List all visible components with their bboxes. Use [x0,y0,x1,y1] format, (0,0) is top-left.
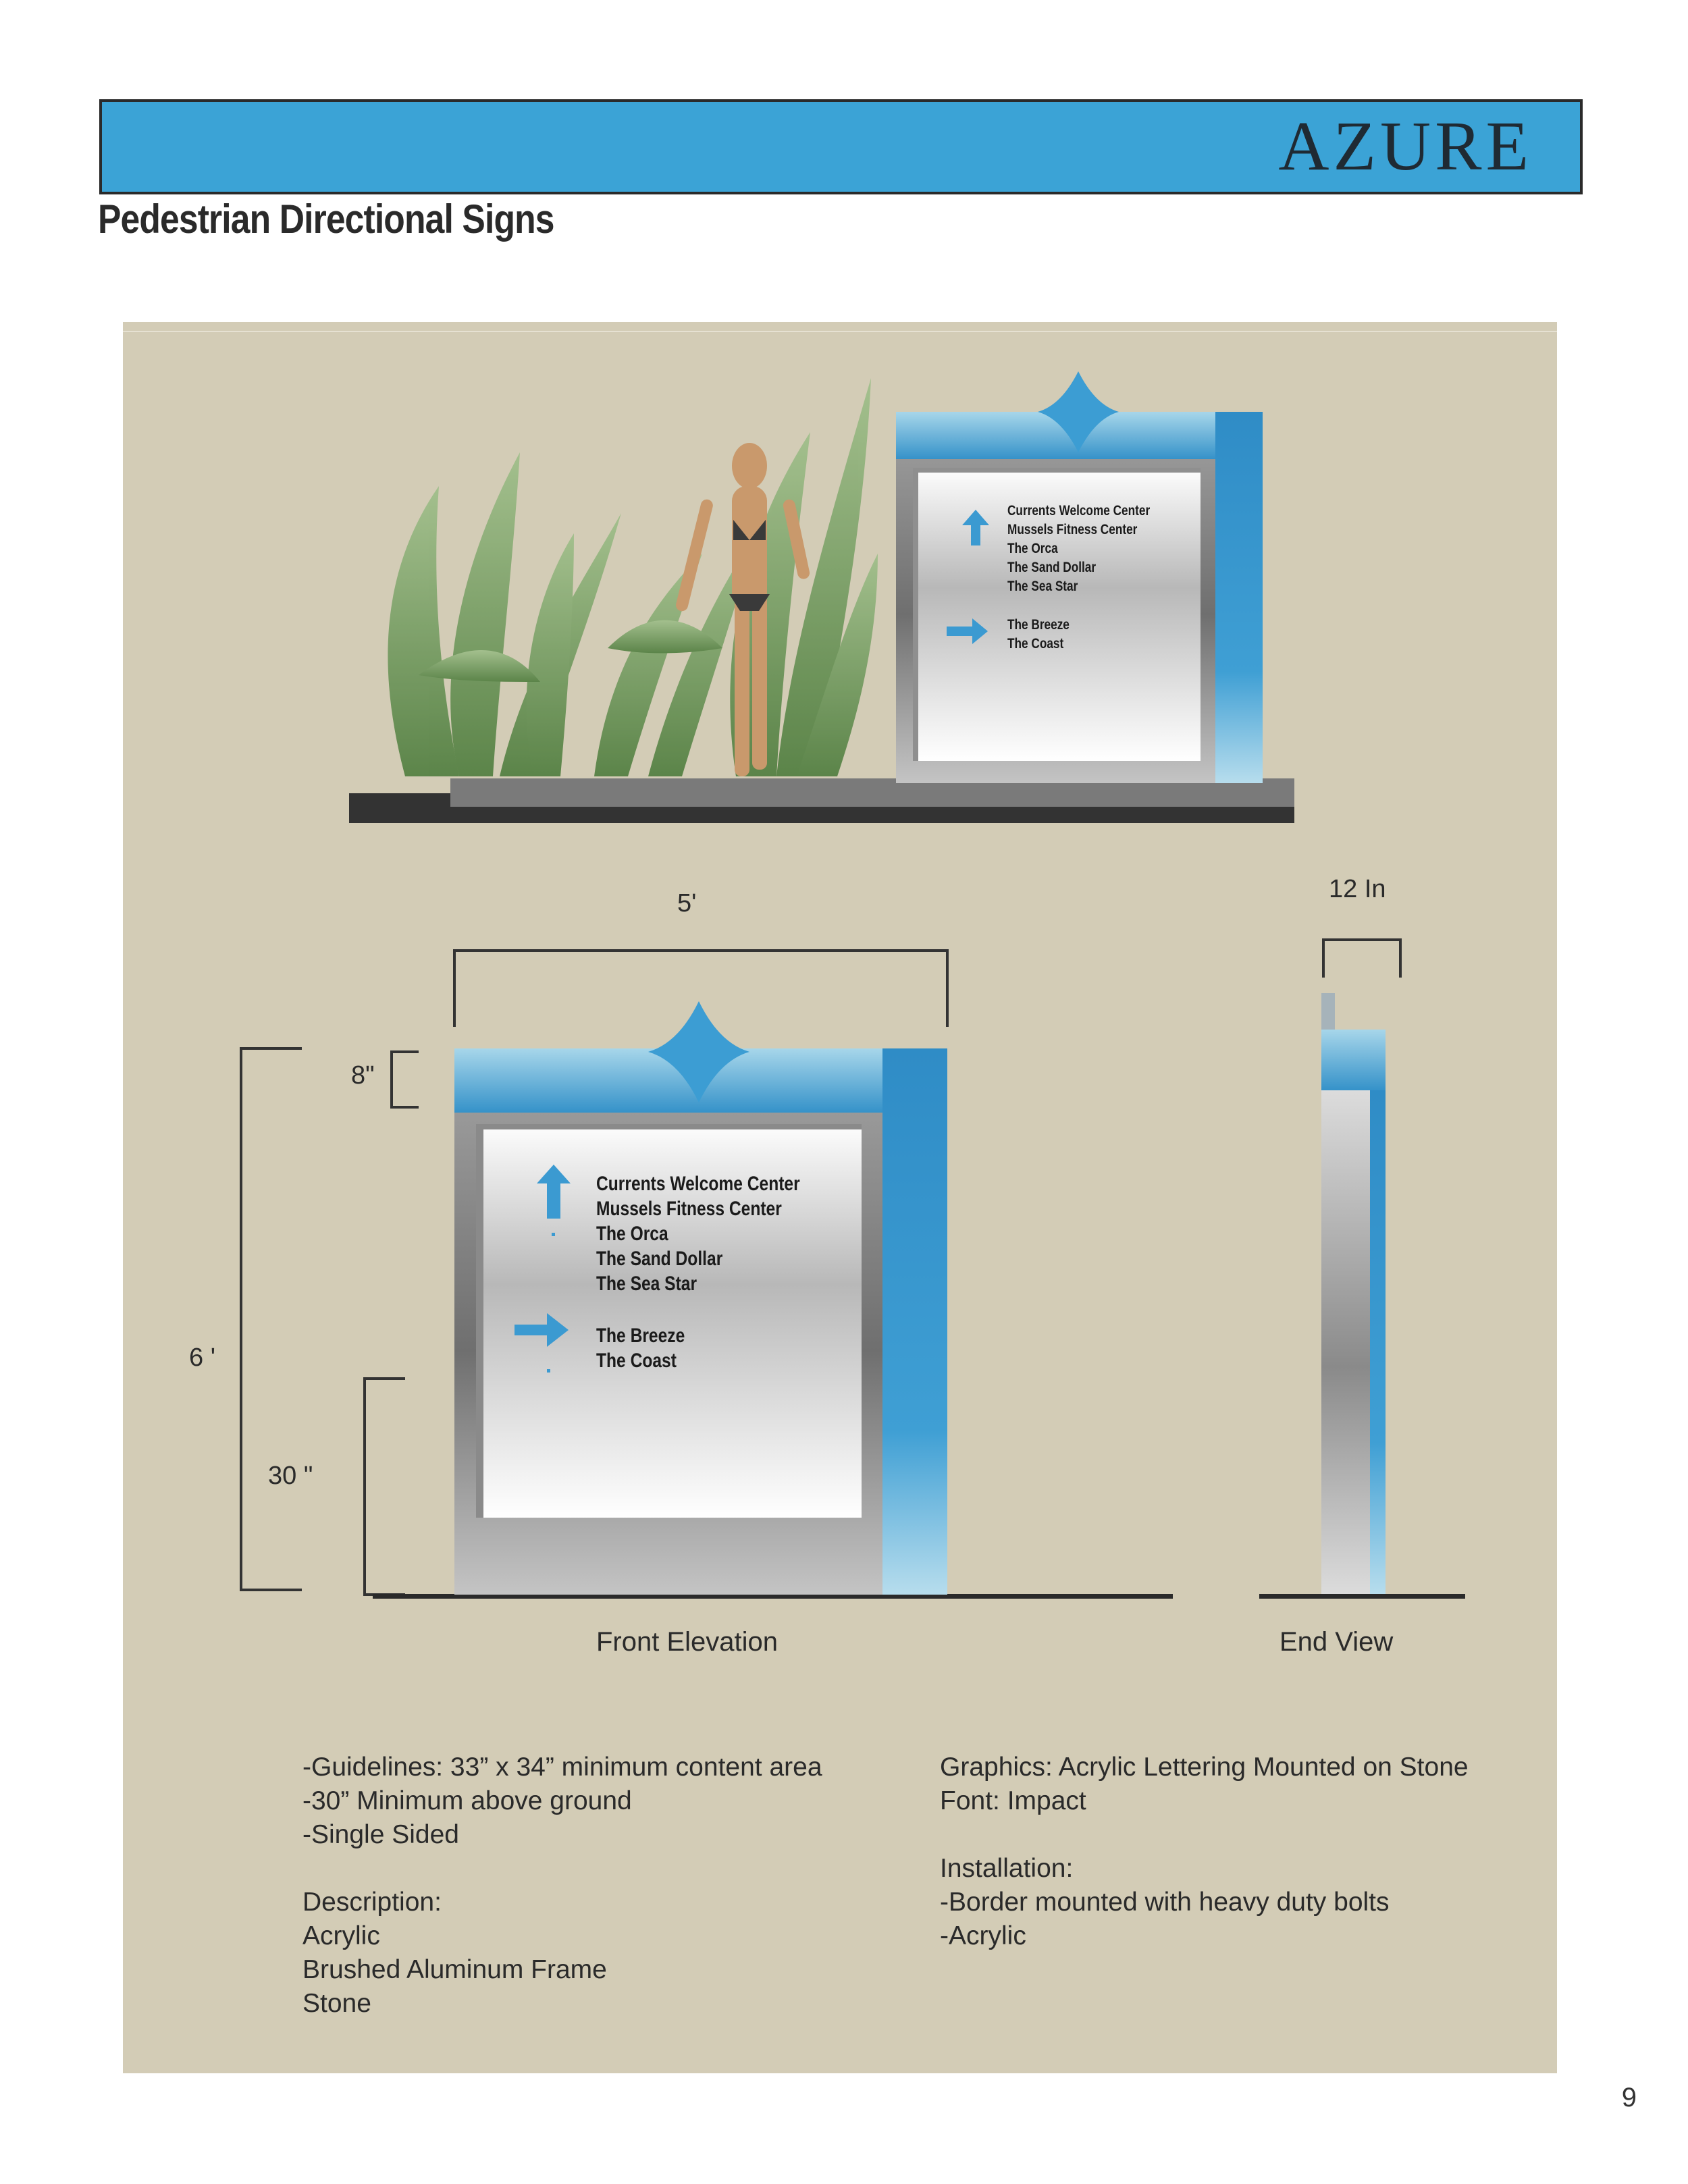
height-dimension: 6 ' [189,1343,215,1372]
brand-logo: AZURE [1278,107,1533,185]
sign-destination: Currents Welcome Center [596,1173,800,1195]
installation-line: -Border mounted with heavy duty bolts [940,1888,1390,1917]
installation-line: -Acrylic [940,1921,1026,1950]
rendering [349,371,1294,823]
small-sign-right-list [1007,616,1083,654]
width-dimension: 5' [677,889,697,917]
sign-destination: The Orca [1007,541,1058,556]
cap-dimension: 8" [351,1061,375,1090]
guideline-line: -30” Minimum above ground [302,1786,632,1815]
specs-right [940,1751,1469,1953]
large-sign-right-list [596,1323,704,1373]
graphics-line: Graphics: Acrylic Lettering Mounted on Stone [940,1753,1469,1782]
end-view-label: End View [1280,1627,1394,1657]
sign-destination: Mussels Fitness Center [596,1198,782,1220]
guideline-line: -Single Sided [302,1820,459,1849]
sign-destination: Currents Welcome Center [1007,503,1151,518]
sign-destination: The Sea Star [596,1273,697,1295]
front-elevation-label: Front Elevation [596,1627,779,1657]
sign-destination: The Coast [1007,636,1064,651]
description-line: Stone [302,1989,371,2018]
sign-destination: The Coast [596,1350,677,1372]
sign-destination: The Sea Star [1007,579,1078,594]
small-sign-up-list [1007,502,1182,596]
sign-destination: The Breeze [1007,617,1070,633]
specs-left [302,1751,822,2021]
sign-destination: The Orca [596,1223,668,1245]
installation-title: Installation: [940,1854,1074,1883]
sign-destination: Mussels Fitness Center [1007,522,1138,537]
page-number: 9 [1621,2083,1637,2112]
description-title: Description: [302,1888,442,1917]
end-view [1259,940,1465,1599]
font-line: Font: Impact [940,1786,1086,1815]
clearance-dimension: 30 " [268,1462,313,1490]
description-line: Brushed Aluminum Frame [302,1955,607,1984]
guideline-line: -Guidelines: 33” x 34” minimum content area [302,1753,822,1782]
description-line: Acrylic [302,1921,380,1950]
depth-dimension: 12 In [1329,875,1386,903]
sign-destination: The Sand Dollar [596,1248,723,1270]
page-title: Pedestrian Directional Signs [98,196,554,242]
large-sign-up-list [596,1171,845,1296]
sign-destination: The Sand Dollar [1007,560,1097,575]
sign-destination: The Breeze [596,1325,685,1347]
